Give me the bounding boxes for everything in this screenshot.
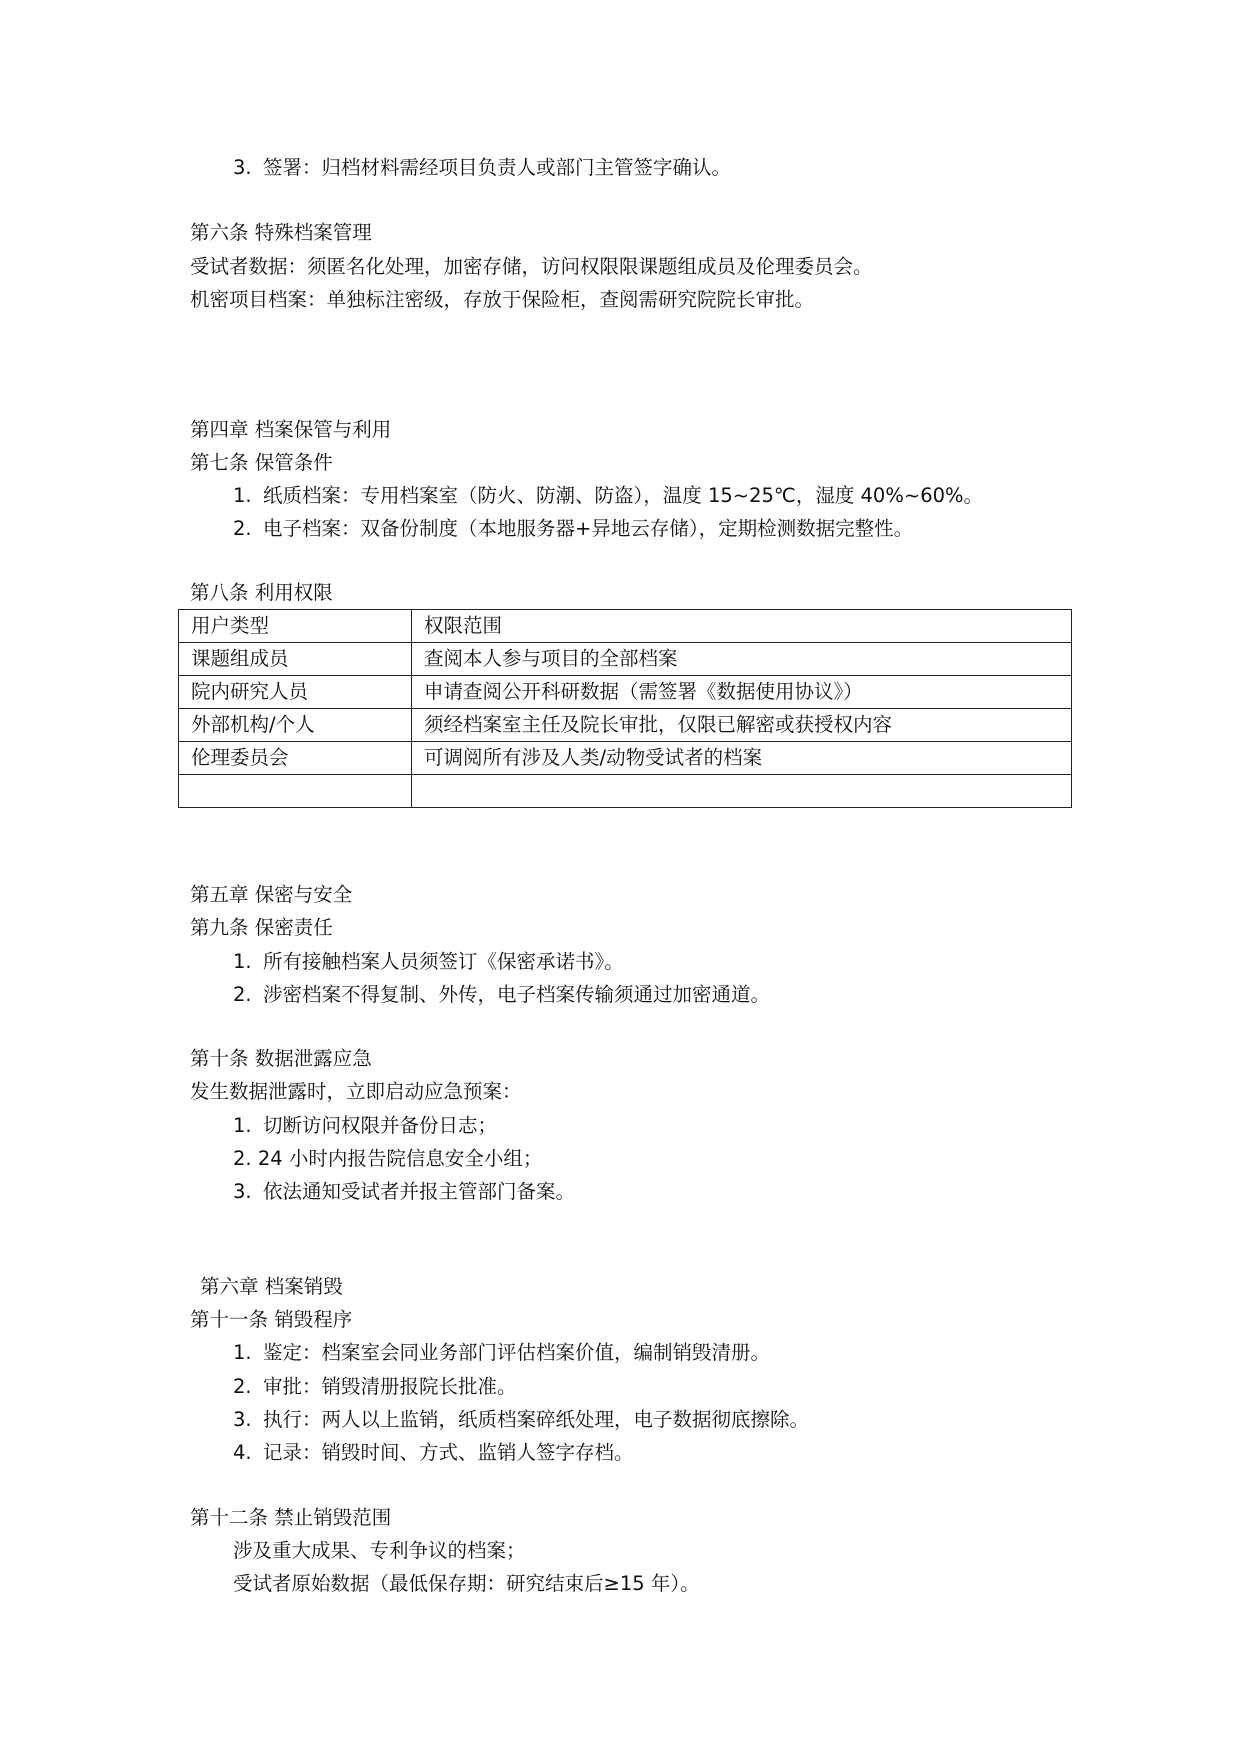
list-text: 涉密档案不得复制、外传，电子档案传输须通过加密通道。 — [263, 983, 771, 1006]
table-row-empty — [179, 775, 1072, 808]
table-cell: 申请查阅公开科研数据（需签署《数据使用协议》） — [412, 676, 1072, 709]
list-number: 3. — [233, 1180, 252, 1203]
list-text: 鉴定：档案室会同业务部门评估档案价值，编制销毁清册。 — [263, 1341, 771, 1364]
list-number: 4. — [233, 1441, 252, 1464]
list-text: 签署：归档材料需经项目负责人或部门主管签字确认。 — [263, 156, 732, 179]
article-7-heading: 第七条 保管条件 — [190, 451, 333, 474]
list-item — [233, 1440, 634, 1466]
article-11-heading: 第十一条 销毁程序 — [190, 1308, 353, 1331]
list-text: 记录：销毁时间、方式、监销人签字存档。 — [263, 1441, 634, 1464]
article-8-heading: 第八条 利用权限 — [190, 581, 333, 604]
table-cell: 课题组成员 — [179, 643, 412, 676]
table-header-row — [179, 610, 1072, 643]
paragraph: 机密项目档案：单独标注密级，存放于保险柜，查阅需研究院院长审批。 — [190, 288, 815, 311]
article-9-heading: 第九条 保密责任 — [190, 916, 333, 939]
paragraph: 受试者数据：须匿名化处理，加密存储，访问权限限课题组成员及伦理委员会。 — [190, 255, 873, 278]
permission-table — [178, 609, 1072, 808]
list-number: 1. — [233, 1114, 252, 1137]
list-item — [233, 516, 913, 542]
list-text: 纸质档案：专用档案室（防火、防潮、防盗），温度 15~25℃，湿度 40%~60%。 — [263, 484, 984, 507]
paragraph: 受试者原始数据（最低保存期：研究结束后≥15 年）。 — [233, 1572, 700, 1595]
list-text: 依法通知受试者并报主管部门备案。 — [263, 1180, 576, 1203]
list-item — [233, 949, 624, 975]
list-item — [233, 483, 983, 509]
table-header-cell: 权限范围 — [412, 610, 1072, 643]
list-item — [233, 155, 731, 181]
list-number: 2. — [233, 517, 252, 540]
list-number: 1. — [233, 1341, 252, 1364]
article-12-heading: 第十二条 禁止销毁范围 — [190, 1506, 392, 1529]
paragraph: 涉及重大成果、专利争议的档案； — [233, 1539, 526, 1562]
article-10-heading: 第十条 数据泄露应急 — [190, 1047, 372, 1070]
list-item — [233, 1407, 809, 1433]
table-row — [179, 676, 1072, 709]
list-item — [233, 982, 770, 1008]
paragraph: 发生数据泄露时，立即启动应急预案： — [190, 1080, 522, 1103]
table-row — [179, 709, 1072, 742]
table-header-cell: 用户类型 — [179, 610, 412, 643]
list-number: 2. — [233, 1375, 252, 1398]
table-cell: 伦理委员会 — [179, 742, 412, 775]
table-cell: 须经档案室主任及院长审批，仅限已解密或获授权内容 — [412, 709, 1072, 742]
table-cell: 院内研究人员 — [179, 676, 412, 709]
list-item — [233, 1374, 517, 1400]
table-row — [179, 643, 1072, 676]
list-text: 24 小时内报告院信息安全小组； — [257, 1147, 543, 1170]
table-cell — [179, 775, 412, 808]
article-6-heading: 第六条 特殊档案管理 — [190, 221, 372, 244]
list-number: 1. — [233, 950, 252, 973]
list-item — [233, 1146, 542, 1172]
list-text: 电子档案：双备份制度（本地服务器+异地云存储），定期检测数据完整性。 — [263, 517, 914, 540]
table-cell: 可调阅所有涉及人类/动物受试者的档案 — [412, 742, 1072, 775]
list-item — [233, 1113, 497, 1139]
chapter-5-heading: 第五章 保密与安全 — [190, 883, 353, 906]
list-text: 切断访问权限并备份日志； — [263, 1114, 498, 1137]
chapter-4-heading: 第四章 档案保管与利用 — [190, 418, 392, 441]
list-number: 2. — [233, 983, 252, 1006]
list-number: 2. — [233, 1147, 252, 1170]
table-cell — [412, 775, 1072, 808]
list-text: 所有接触档案人员须签订《保密承诺书》。 — [263, 950, 624, 973]
table-cell: 查阅本人参与项目的全部档案 — [412, 643, 1072, 676]
chapter-6-heading: 第六章 档案销毁 — [200, 1275, 343, 1298]
table-cell: 外部机构/个人 — [179, 709, 412, 742]
table-row — [179, 742, 1072, 775]
list-number: 3. — [233, 156, 252, 179]
list-number: 1. — [233, 484, 252, 507]
list-text: 审批：销毁清册报院长批准。 — [263, 1375, 517, 1398]
list-item — [233, 1340, 770, 1366]
list-number: 3. — [233, 1408, 252, 1431]
list-item — [233, 1179, 575, 1205]
list-text: 执行：两人以上监销，纸质档案碎纸处理，电子数据彻底擦除。 — [263, 1408, 810, 1431]
